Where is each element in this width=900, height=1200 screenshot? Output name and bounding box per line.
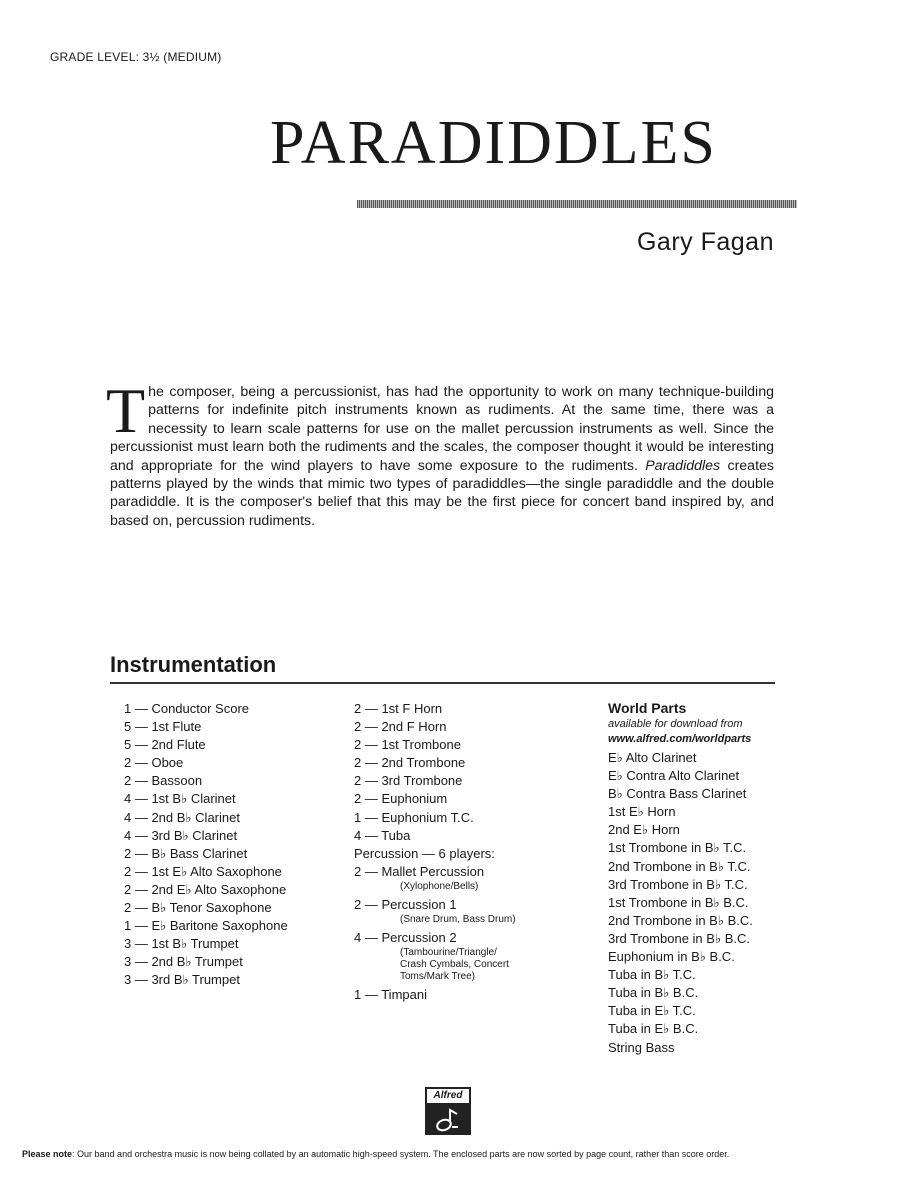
world-part-item: 1st Trombone in B♭ B.C. bbox=[608, 894, 749, 910]
world-part-item: E♭ Contra Alto Clarinet bbox=[608, 768, 740, 784]
publisher-logo bbox=[425, 1087, 471, 1135]
instrument-list-column-1 bbox=[124, 700, 344, 990]
instrument-item: 5 — 1st Flute bbox=[124, 719, 202, 735]
world-part-item: 2nd E♭ Horn bbox=[608, 822, 680, 838]
world-parts-url: www.alfred.com/worldparts bbox=[608, 733, 752, 745]
instrument-item: 4 — 2nd B♭ Clarinet bbox=[124, 809, 240, 825]
instrument-item: 2 — Percussion 1 bbox=[354, 896, 457, 912]
world-part-item: 3rd Trombone in B♭ B.C. bbox=[608, 930, 750, 946]
instrument-item: 2 — 2nd E♭ Alto Saxophone bbox=[124, 881, 287, 897]
instrument-note: (Snare Drum, Bass Drum) bbox=[400, 914, 516, 926]
instrument-item: 5 — 2nd Flute bbox=[124, 737, 206, 753]
instrument-item: 3 — 3rd B♭ Trumpet bbox=[124, 972, 240, 988]
composer-name: Gary Fagan bbox=[636, 228, 774, 256]
instrument-note: Crash Cymbals, Concert bbox=[400, 959, 509, 971]
world-part-item: E♭ Alto Clarinet bbox=[608, 750, 697, 765]
footer-note bbox=[22, 1149, 852, 1160]
instrumentation-rule bbox=[110, 682, 775, 684]
instrument-item: 2 — 2nd Trombone bbox=[354, 755, 466, 771]
instrument-item: 1 — Timpani bbox=[354, 987, 427, 1003]
percussion-heading: Percussion — 6 players: bbox=[354, 845, 495, 861]
world-part-item: Tuba in E♭ T.C. bbox=[608, 1003, 696, 1019]
world-part-item: Tuba in B♭ B.C. bbox=[608, 985, 699, 1001]
drop-cap: T bbox=[106, 375, 146, 446]
instrument-note: (Tambourine/Triangle/ bbox=[400, 947, 497, 959]
instrumentation-heading: Instrumentation bbox=[110, 652, 277, 677]
instrument-item: 1 — E♭ Baritone Saxophone bbox=[124, 918, 288, 934]
page-title: PARADIDDLES bbox=[270, 109, 717, 177]
instrument-item: 1 — Conductor Score bbox=[124, 701, 250, 716]
instrument-note: Toms/Mark Tree) bbox=[400, 971, 476, 983]
footer-text: : Our band and orchestra music is now being collated by an automatic high-speed system. The enclosed parts are now sorted by page count, rather than score order. bbox=[72, 1149, 730, 1159]
instrument-item: 2 — Oboe bbox=[124, 755, 184, 771]
instrument-item: 2 — 2nd F Horn bbox=[354, 719, 447, 735]
instrument-item: 2 — Mallet Percussion bbox=[354, 863, 485, 879]
intro-text-end: creates patterns played by the winds that mimic two types of paradiddles—the single paradiddle and the double paradiddle. It is the composer's belief that this may be the first piece for concert band inspired by, and based on, percussion rudiments. bbox=[110, 457, 774, 529]
instrument-item: 2 — 3rd Trombone bbox=[354, 773, 463, 789]
instrument-item: 4 — 3rd B♭ Clarinet bbox=[124, 827, 238, 843]
world-part-item: 3rd Trombone in B♭ T.C. bbox=[608, 876, 748, 892]
publisher-logo-mark bbox=[427, 1105, 469, 1135]
grade-level: GRADE LEVEL: 3½ (MEDIUM) bbox=[50, 50, 222, 64]
instrument-item: 3 — 2nd B♭ Trumpet bbox=[124, 954, 243, 970]
instrument-item: 2 — B♭ Tenor Saxophone bbox=[124, 900, 272, 916]
instrument-item: 4 — Percussion 2 bbox=[354, 930, 457, 946]
instrument-item: 3 — 1st B♭ Trumpet bbox=[124, 936, 239, 952]
world-parts-title: World Parts bbox=[608, 700, 687, 716]
world-part-item: 2nd Trombone in B♭ B.C. bbox=[608, 912, 753, 928]
instrument-note: (Xylophone/Bells) bbox=[400, 880, 479, 892]
intro-italic-title: Paradiddles bbox=[645, 457, 721, 474]
instrument-item: 2 — 1st Trombone bbox=[354, 737, 461, 753]
world-part-item: B♭ Contra Bass Clarinet bbox=[608, 786, 747, 802]
world-part-item: Tuba in B♭ T.C. bbox=[608, 967, 696, 983]
world-parts-column bbox=[608, 700, 798, 1057]
world-part-item: Tuba in E♭ B.C. bbox=[608, 1021, 699, 1037]
world-part-item: 1st E♭ Horn bbox=[608, 804, 676, 820]
instrument-list-column-2 bbox=[354, 700, 584, 1004]
publisher-logo-text: Alfred bbox=[427, 1089, 469, 1105]
instrument-item: 2 — 1st E♭ Alto Saxophone bbox=[124, 863, 282, 879]
world-part-item: 1st Trombone in B♭ T.C. bbox=[608, 840, 747, 856]
instrument-item: 1 — Euphonium T.C. bbox=[354, 809, 474, 825]
intro-text-start: he composer, being a percussionist, has had the opportunity to work on many technique-building patterns for indefinite pitch instruments known as rudiments. At the same time, there was a necessity to learn scale patterns for use on the mallet percussion instruments as well. Since the percussionist must learn both the rudiments and the scales, the composer thought it would be interesting and appropriate for the wind players to have some exposure to the rudiments. bbox=[110, 384, 774, 474]
world-part-item: 2nd Trombone in B♭ T.C. bbox=[608, 858, 751, 874]
quarter-note-icon bbox=[427, 1105, 469, 1135]
footer-label: Please note bbox=[22, 1149, 73, 1159]
instrument-item: 2 — Euphonium bbox=[354, 791, 448, 807]
title-rule bbox=[357, 200, 797, 208]
intro-paragraph bbox=[106, 375, 774, 530]
world-parts-subtitle: available for download from bbox=[608, 718, 743, 730]
instrument-item: 4 — 1st B♭ Clarinet bbox=[124, 791, 236, 807]
instrument-item: 4 — Tuba bbox=[354, 827, 411, 843]
world-part-item: String Bass bbox=[608, 1039, 675, 1055]
instrument-item: 2 — B♭ Bass Clarinet bbox=[124, 845, 248, 861]
instrument-item: 2 — 1st F Horn bbox=[354, 701, 443, 716]
world-part-item: Euphonium in B♭ B.C. bbox=[608, 949, 735, 965]
instrument-item: 2 — Bassoon bbox=[124, 773, 203, 789]
